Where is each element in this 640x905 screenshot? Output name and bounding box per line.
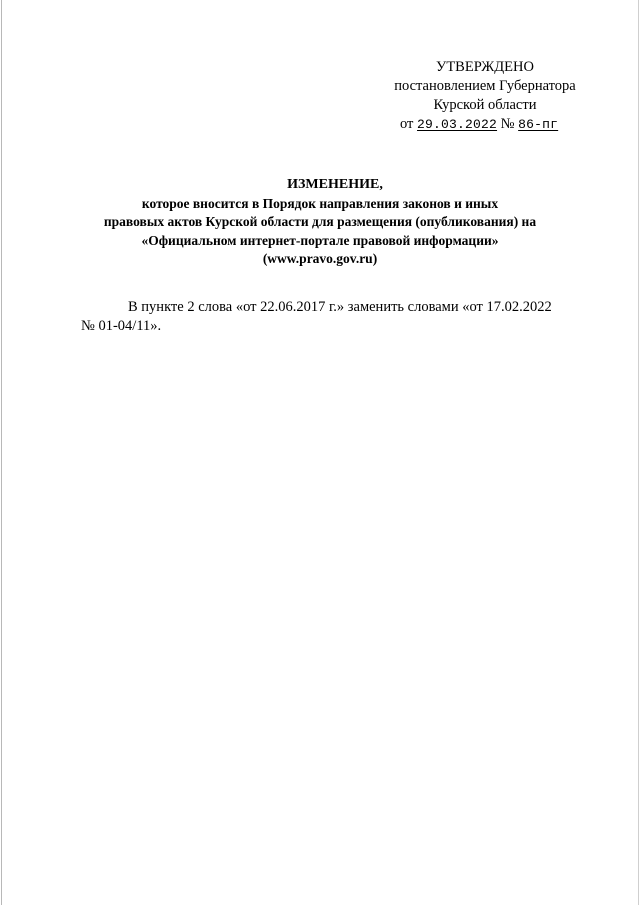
approval-stamp-block	[380, 58, 590, 134]
title-heading: ИЗМЕНЕНИЕ,	[287, 177, 383, 192]
approval-title: УТВЕРЖДЕНО	[436, 59, 534, 75]
title-line-3: «Официальном интернет-портале правовой информации»	[141, 232, 499, 248]
approval-issuer: постановлением Губернатора	[394, 78, 576, 94]
title-line-2: правовых актов Курской области для размещения (опубликования) на	[103, 214, 537, 229]
approval-region: Курской области	[433, 97, 537, 113]
date-prefix: от	[400, 116, 414, 132]
approval-number: 86-пг	[518, 117, 559, 132]
scan-edge-left	[1, 0, 2, 905]
body-paragraph-line-2: № 01-04/11».	[81, 318, 162, 334]
document-title	[80, 176, 560, 269]
approval-date-number-line	[380, 115, 590, 134]
scan-edge-right	[638, 0, 639, 905]
body-paragraph-line-1: В пункте 2 слова «от 22.06.2017 г.» заменить словами «от 17.02.2022	[128, 299, 552, 315]
title-line-4: (www.pravo.gov.ru)	[262, 251, 378, 266]
number-prefix: №	[500, 116, 515, 132]
title-line-1: которое вносится в Порядок направления законов и иных	[141, 195, 499, 211]
document-body	[81, 298, 581, 336]
approval-date: 29.03.2022	[417, 117, 498, 132]
